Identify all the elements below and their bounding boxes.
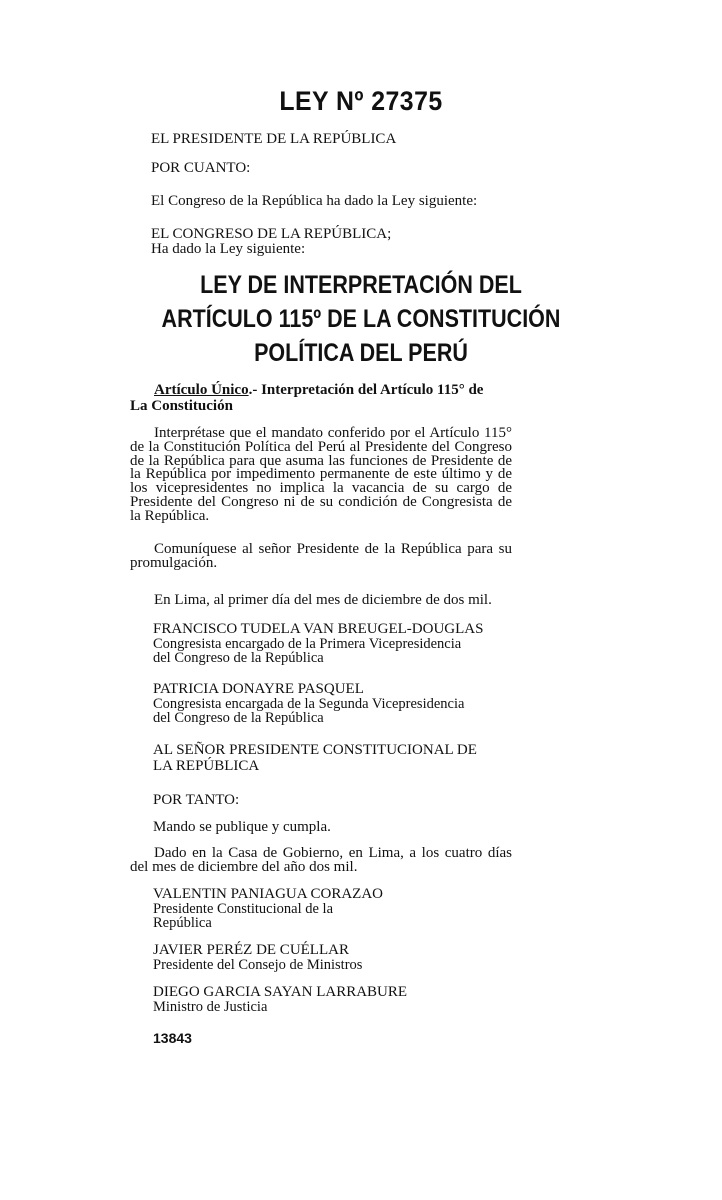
article-label: Artículo Único xyxy=(154,382,249,398)
signatory-name: VALENTIN PANIAGUA CORAZAO xyxy=(153,886,384,902)
given-at-paragraph: Dado en la Casa de Gobierno, en Lima, a los cuatro días del mes de diciembre del año dos mil. xyxy=(130,845,512,875)
addressee-line: AL SEÑOR PRESIDENTE CONSTITUCIONAL DE xyxy=(153,742,477,758)
signatory-block xyxy=(153,985,407,1014)
president-line: EL PRESIDENTE DE LA REPÚBLICA xyxy=(151,131,397,147)
signatory-role: del Congreso de la República xyxy=(153,650,324,666)
place-date-line: En Lima, al primer día del mes de diciembre de dos mil. xyxy=(154,592,492,608)
has-given-law-line: Ha dado la Ley siguiente: xyxy=(151,241,306,257)
law-number-heading: LEY Nº 27375 xyxy=(279,86,443,116)
signatory-role: del Congreso de la República xyxy=(153,710,324,726)
law-title-line: LEY DE INTERPRETACIÓN DEL xyxy=(200,271,522,299)
por-tanto-line: POR TANTO: xyxy=(153,792,240,808)
article-body: Interprétase que el mandato conferido por el Artículo 115° de la Constitución Política del Perú al Presidente del Congreso de la República para que asuma las funciones de Presidente de la República por impedimento permanente de este último y de los vicepresidentes no implica la vacancia de su cargo de Presidente del Congreso ni de su condición de Congresista de la República. xyxy=(130,425,512,524)
signatory-name: JAVIER PERÉZ DE CUÉLLAR xyxy=(153,942,349,958)
signatory-role: Presidente Constitucional de la xyxy=(153,901,334,917)
communication-paragraph: Comuníquese al señor Presidente de la República para su promulgación. xyxy=(130,541,512,571)
addressee-line: LA REPÚBLICA xyxy=(153,758,260,774)
signatory-name: FRANCISCO TUDELA VAN BREUGEL-DOUGLAS xyxy=(153,621,484,637)
mando-line: Mando se publique y cumpla. xyxy=(153,819,331,835)
signatory-block xyxy=(153,622,483,665)
congress-gave-law-line: El Congreso de la República ha dado la Ley siguiente: xyxy=(151,193,478,209)
signatory-block xyxy=(153,943,362,972)
signatory-block xyxy=(153,682,464,725)
article-heading xyxy=(130,382,512,414)
document-code: 13843 xyxy=(153,1030,192,1046)
law-title-line: POLÍTICA DEL PERÚ xyxy=(254,339,468,367)
signatory-name: DIEGO GARCIA SAYAN LARRABURE xyxy=(153,984,408,1000)
signatory-role: Ministro de Justicia xyxy=(153,999,268,1015)
article-heading-continued: La Constitución xyxy=(130,398,233,414)
article-heading-text: .- Interpretación del Artículo 115° de xyxy=(248,382,484,398)
por-cuanto-line: POR CUANTO: xyxy=(151,160,251,176)
law-title xyxy=(0,268,722,370)
signatory-block xyxy=(153,887,383,930)
signatory-role: Presidente del Consejo de Ministros xyxy=(153,957,363,973)
law-title-line: ARTÍCULO 115º DE LA CONSTITUCIÓN xyxy=(161,305,561,333)
signatory-role: Congresista encargada de la Segunda Vicepresidencia xyxy=(153,696,465,712)
signatory-name: PATRICIA DONAYRE PASQUEL xyxy=(153,681,364,697)
addressee-block xyxy=(153,742,477,774)
signatory-role: República xyxy=(153,915,212,931)
signatory-role: Congresista encargado de la Primera Vicepresidencia xyxy=(153,636,462,652)
congress-line: EL CONGRESO DE LA REPÚBLICA; xyxy=(151,226,392,242)
